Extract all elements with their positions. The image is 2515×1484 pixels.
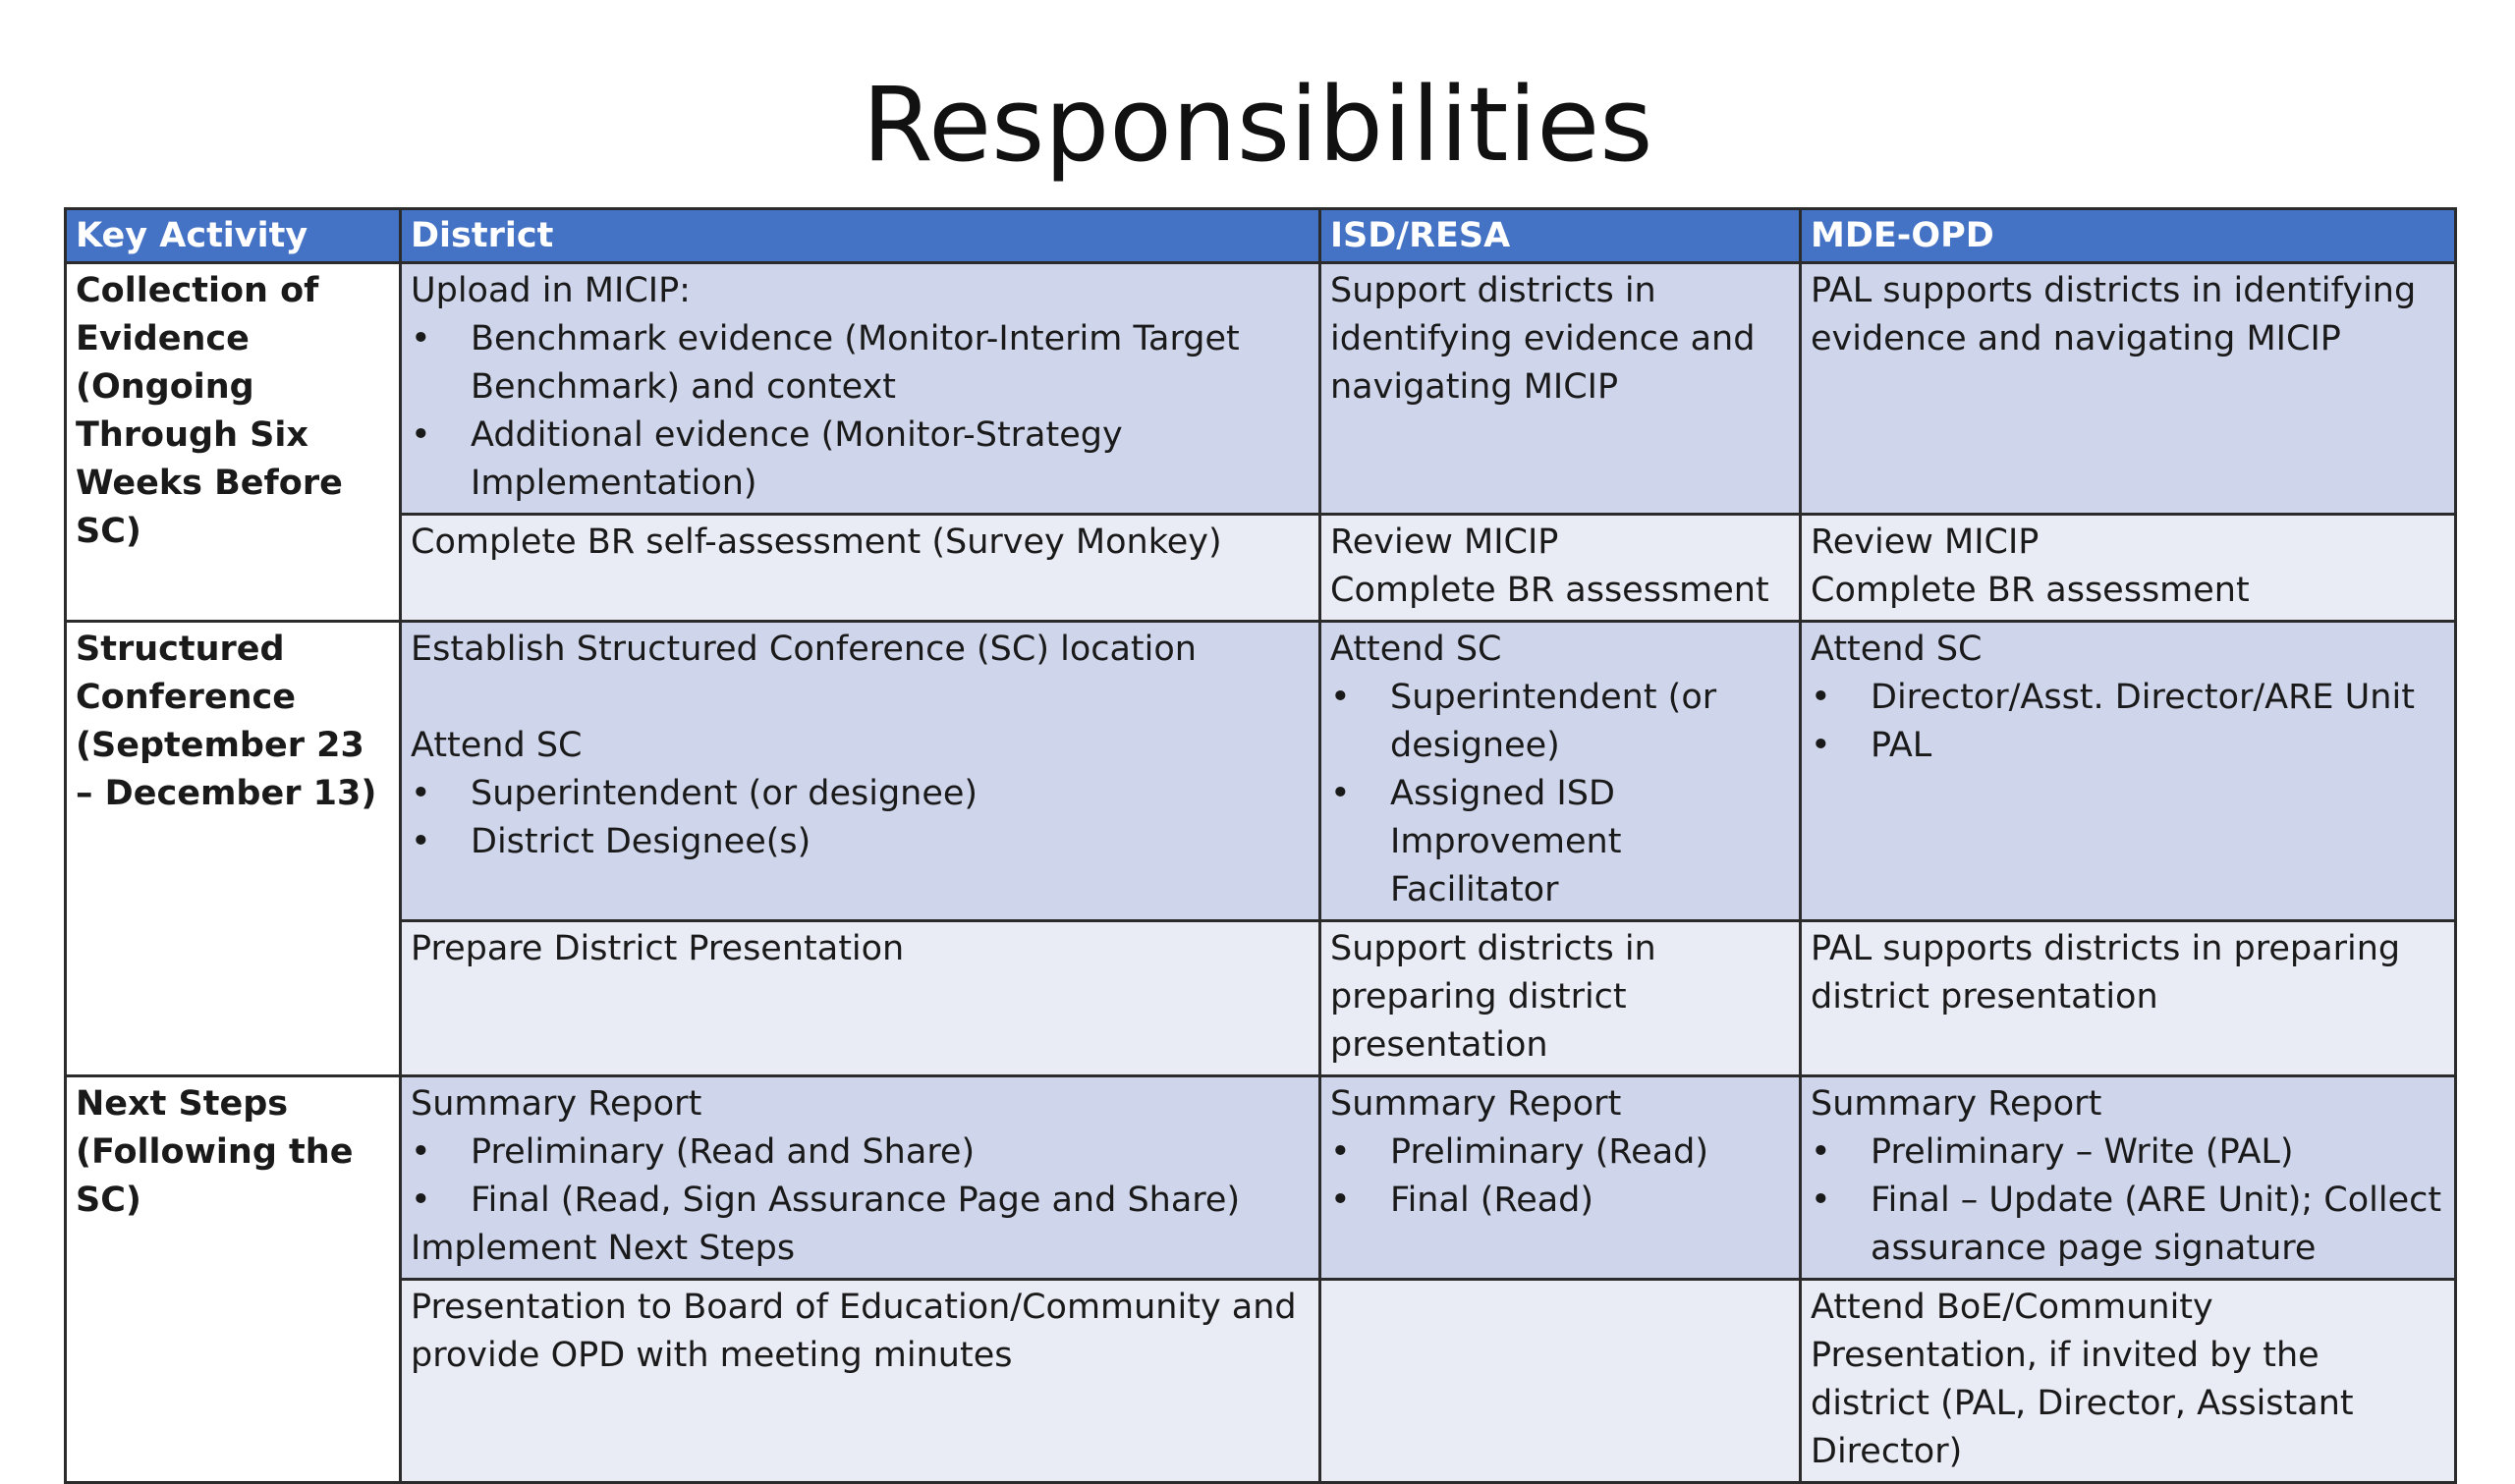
list-item: • Preliminary – Write (PAL) <box>1811 1128 2445 1177</box>
mde-cell <box>1801 1076 2456 1280</box>
cell-intro: Attend SC <box>1811 630 1983 669</box>
cell-line: Review MICIP <box>1330 522 1559 562</box>
bullet-list <box>1811 674 2445 770</box>
mde-cell <box>1801 515 2456 622</box>
mde-cell: PAL supports districts in preparing district presentation <box>1801 921 2456 1076</box>
isd-cell: Support districts in identifying evidence and navigating MICIP <box>1320 263 1801 515</box>
list-item: • Benchmark evidence (Monitor-Interim Target Benchmark) and context <box>411 315 1310 412</box>
cell-line: Complete BR assessment <box>1811 571 2250 610</box>
district-cell <box>401 263 1320 515</box>
header-row <box>66 209 2456 263</box>
bullet-list <box>411 770 1310 866</box>
bullet-list <box>1811 1128 2445 1273</box>
list-item: • Preliminary (Read and Share) <box>411 1128 1310 1177</box>
key-activity-collection-of-evidence: Collection of Evidence (Ongoing Through Six Weeks Before SC) <box>66 263 401 622</box>
table-row <box>66 622 2456 921</box>
cell-intro: Summary Report <box>1330 1084 1622 1124</box>
district-cell <box>401 1076 1320 1280</box>
list-item: • Superintendent (or designee) <box>1330 674 1790 770</box>
cell-intro: Attend SC <box>1330 630 1502 669</box>
bullet-list <box>411 315 1310 508</box>
list-item: • Final (Read, Sign Assurance Page and Share) <box>411 1177 1310 1225</box>
key-activity-structured-conference: Structured Conference (September 23 – December 13) <box>66 622 401 1076</box>
mde-cell: Attend BoE/Community Presentation, if invited by the district (PAL, Director, Assistant Director) <box>1801 1280 2456 1483</box>
header-district: District <box>401 209 1320 263</box>
blank-line <box>411 674 1310 722</box>
cell-intro: Attend SC <box>411 726 583 765</box>
table-row <box>66 1280 2456 1483</box>
list-item: • Preliminary (Read) <box>1330 1128 1790 1177</box>
header-key-activity: Key Activity <box>66 209 401 263</box>
list-item: • Superintendent (or designee) <box>411 770 1310 818</box>
list-item: • PAL <box>1811 722 2445 770</box>
list-item: • Final – Update (ARE Unit); Collect assurance page signature <box>1811 1177 2445 1273</box>
table-row <box>66 263 2456 515</box>
cell-line: Implement Next Steps <box>411 1229 796 1268</box>
cell-line: Review MICIP <box>1811 522 2040 562</box>
isd-cell <box>1320 515 1801 622</box>
header-isd-resa: ISD/RESA <box>1320 209 1801 263</box>
isd-cell <box>1320 1076 1801 1280</box>
cell-line: Establish Structured Conference (SC) location <box>411 630 1197 669</box>
responsibilities-table <box>64 207 2457 1484</box>
table-row <box>66 921 2456 1076</box>
district-cell: Presentation to Board of Education/Community and provide OPD with meeting minutes <box>401 1280 1320 1483</box>
cell-intro: Summary Report <box>411 1084 702 1124</box>
table-row <box>66 1076 2456 1280</box>
list-item: • Assigned ISD Improvement Facilitator <box>1330 770 1790 914</box>
key-activity-next-steps: Next Steps (Following the SC) <box>66 1076 401 1483</box>
cell-line: Complete BR assessment <box>1330 571 1769 610</box>
list-item: • Final (Read) <box>1330 1177 1790 1225</box>
bullet-list <box>411 1128 1310 1225</box>
isd-cell <box>1320 622 1801 921</box>
mde-cell <box>1801 622 2456 921</box>
list-item: • District Designee(s) <box>411 818 1310 866</box>
bullet-list <box>1330 1128 1790 1225</box>
list-item: • Additional evidence (Monitor-Strategy Implementation) <box>411 412 1310 508</box>
header-mde-opd: MDE-OPD <box>1801 209 2456 263</box>
list-item: • Director/Asst. Director/ARE Unit <box>1811 674 2445 722</box>
district-cell <box>401 622 1320 921</box>
district-cell: Prepare District Presentation <box>401 921 1320 1076</box>
bullet-list <box>1330 674 1790 914</box>
table-row <box>66 515 2456 622</box>
district-cell: Complete BR self-assessment (Survey Monkey) <box>401 515 1320 622</box>
slide-title: Responsibilities <box>862 65 1653 185</box>
cell-intro: Summary Report <box>1811 1084 2102 1124</box>
isd-cell <box>1320 1280 1801 1483</box>
cell-intro: Upload in MICIP: <box>411 271 691 310</box>
mde-cell: PAL supports districts in identifying evidence and navigating MICIP <box>1801 263 2456 515</box>
isd-cell: Support districts in preparing district presentation <box>1320 921 1801 1076</box>
